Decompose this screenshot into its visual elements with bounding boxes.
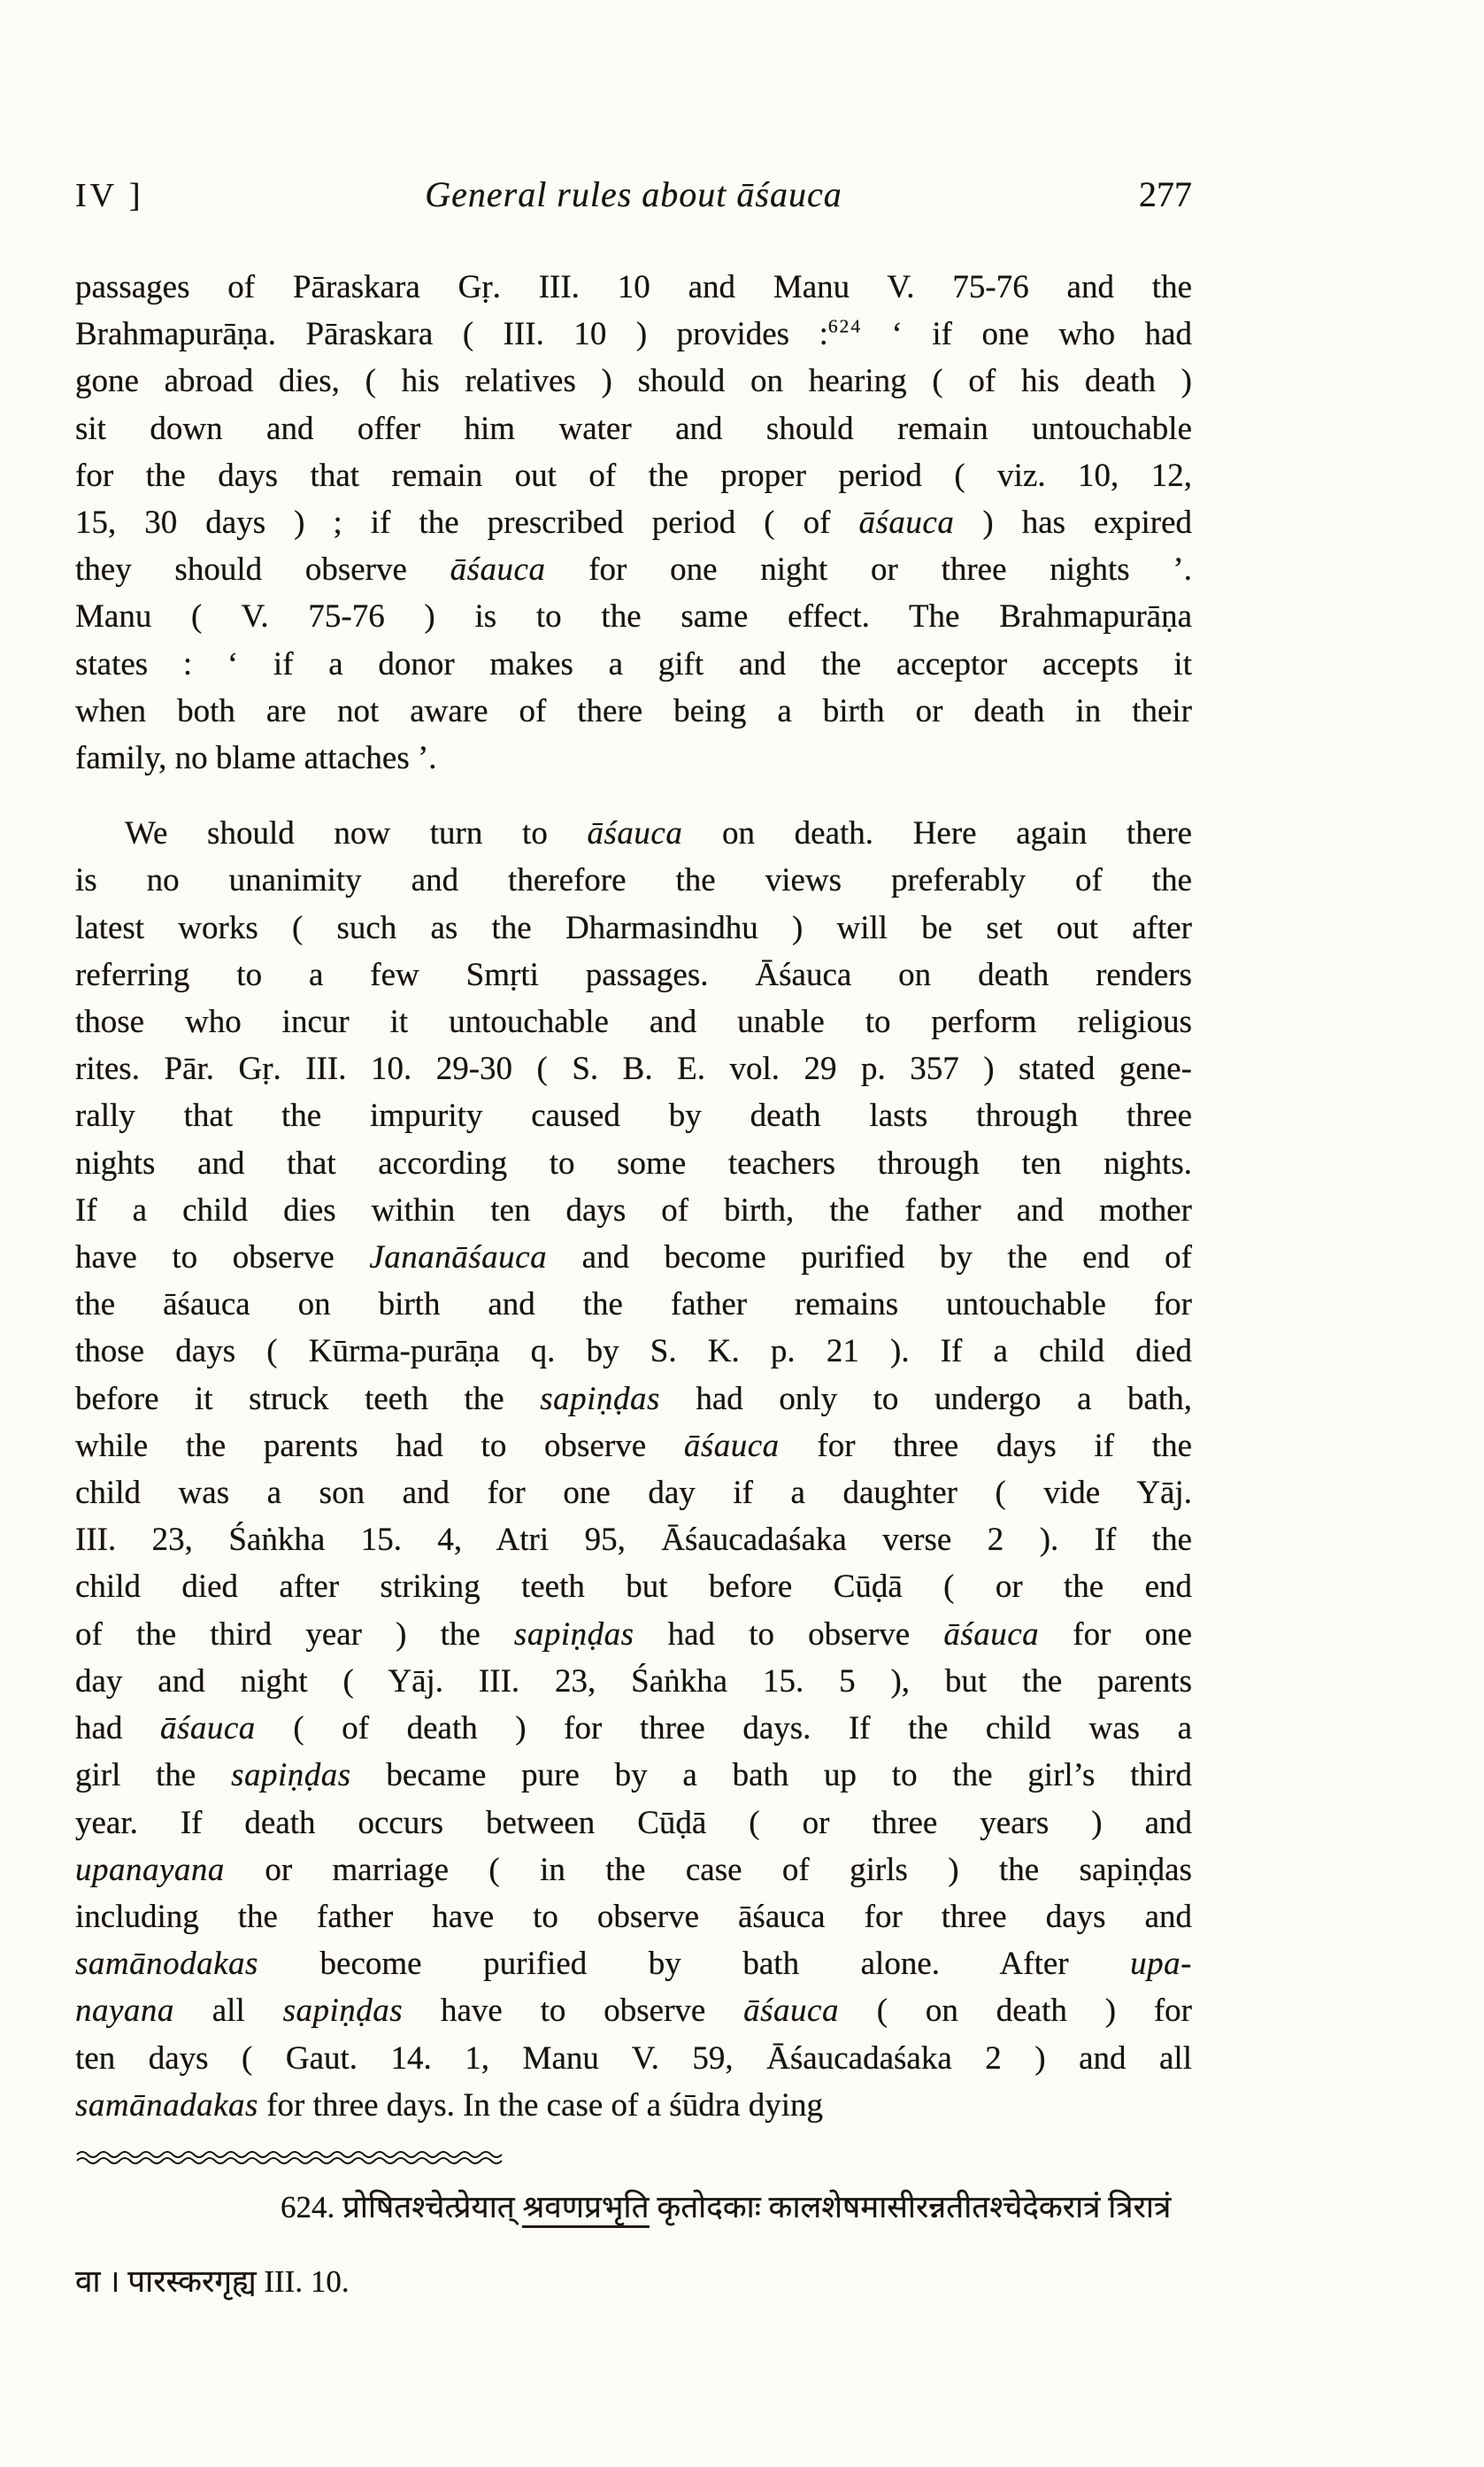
- text-line: nights and that according to some teachers through ten nights.: [75, 1145, 1192, 1182]
- text-line: rites. Pār. Gṛ. III. 10. 29-30 ( S. B. E. vol. 29 p. 357 ) stated gene-: [75, 1051, 1192, 1088]
- text-line: those days ( Kūrma-purāṇa q. by S. K. p. 21 ). If a child died: [75, 1333, 1192, 1370]
- text-line: referring to a few Smṛti passages. Āśauca on death renders: [75, 956, 1192, 993]
- text-line: day and night ( Yāj. III. 23, Śaṅkha 15. 5 ), but the parents: [75, 1662, 1192, 1700]
- page-number: 277: [1139, 174, 1192, 214]
- paragraph: [75, 264, 1192, 782]
- text-line: We should now turn to āśauca on death. Here again there: [125, 815, 1192, 852]
- text-line: upanayana or marriage ( in the case of girls ) the sapiṇḍas: [75, 1851, 1192, 1888]
- text-line: for the days that remain out of the proper period ( viz. 10, 12,: [75, 457, 1192, 494]
- text-line: have to observe Jananāśauca and become purified by the end of: [75, 1239, 1192, 1276]
- text-line: nayana all sapiṇḍas have to observe āśauca ( on death ) for: [75, 1993, 1192, 2030]
- text-line: Manu ( V. 75-76 ) is to the same effect. The Brahmapurāṇa: [75, 598, 1192, 636]
- footnote-line: 624. प्रोषितश्चेत्प्रेयात् श्रवणप्रभृति कृतोदकाः कालशेषमासीरन्नतीतश्चेदेकरात्रं त्रिरात्रं: [75, 2170, 1192, 2245]
- text-line: If a child dies within ten days of birth, the father and mother: [75, 1191, 1192, 1229]
- text-line: latest works ( such as the Dharmasindhu ) will be set out after: [75, 909, 1192, 946]
- text-line: states : ‘ if a donor makes a gift and the acceptor accepts it: [75, 645, 1192, 682]
- text-line: girl the sapiṇḍas became pure by a bath up to the girl’s third: [75, 1757, 1192, 1794]
- text-line: child was a son and for one day if a daughter ( vide Yāj.: [75, 1475, 1192, 1512]
- footnote-line: वा । पारस्करगृह्य III. 10.: [75, 2264, 350, 2299]
- text-line: sit down and offer him water and should remain untouchable: [75, 410, 1192, 447]
- text-line: ten days ( Gaut. 14. 1, Manu V. 59, Āśaucadaśaka 2 ) and all: [75, 2039, 1192, 2077]
- text-line: rally that the impurity caused by death lasts through three: [75, 1098, 1192, 1135]
- footnote: [75, 2170, 1192, 2319]
- footnote-separator: [75, 2149, 509, 2167]
- text-line: they should observe āśauca for one night or three nights ’.: [75, 551, 1192, 589]
- text-line: had āśauca ( of death ) for three days. If the child was a: [75, 1710, 1192, 1747]
- text-line: year. If death occurs between Cūḍā ( or three years ) and: [75, 1804, 1192, 1841]
- text-line: family, no blame attaches ’.: [75, 740, 437, 777]
- text-line: samānodakas become purified by bath alone. After upa-: [75, 1946, 1192, 1983]
- text-line: of the third year ) the sapiṇḍas had to observe āśauca for one: [75, 1615, 1192, 1653]
- text-line: is no unanimity and therefore the views preferably of the: [75, 862, 1192, 899]
- paragraph: [75, 810, 1192, 2129]
- page-header: [75, 173, 1192, 215]
- text-line: the āśauca on birth and the father remains untouchable for: [75, 1286, 1192, 1323]
- text-line: Brahmapurāṇa. Pāraskara ( III. 10 ) provides :$^{624}$ ‘ if one who had: [75, 315, 1192, 353]
- text-line: while the parents had to observe āśauca for three days if the: [75, 1427, 1192, 1464]
- text-line: passages of Pāraskara Gṛ. III. 10 and Manu V. 75-76 and the: [75, 269, 1192, 305]
- wavy-rule-icon: [75, 2149, 509, 2167]
- text-line: those who incur it untouchable and unable to perform religious: [75, 1004, 1192, 1041]
- body-text: [75, 264, 1192, 2129]
- text-line: child died after striking teeth but before Cūḍā ( or the end: [75, 1569, 1192, 1606]
- chapter-marker: IV ]: [75, 177, 144, 214]
- running-title: General rules about āśauca: [425, 174, 842, 214]
- text-line: gone abroad dies, ( his relatives ) should on hearing ( of his death ): [75, 363, 1192, 400]
- text-line: when both are not aware of there being a birth or death in their: [75, 692, 1192, 729]
- text-line: including the father have to observe āśauca for three days and: [75, 1898, 1192, 1935]
- text-line: III. 23, Śaṅkha 15. 4, Atri 95, Āśaucadaśaka verse 2 ). If the: [75, 1522, 1192, 1559]
- text-line: samānadakas for three days. In the case of a śūdra dying: [75, 2086, 823, 2124]
- text-line: 15, 30 days ) ; if the prescribed period ( of āśauca ) has expired: [75, 505, 1193, 542]
- text-line: before it struck teeth the sapiṇḍas had only to undergo a bath,: [75, 1380, 1192, 1417]
